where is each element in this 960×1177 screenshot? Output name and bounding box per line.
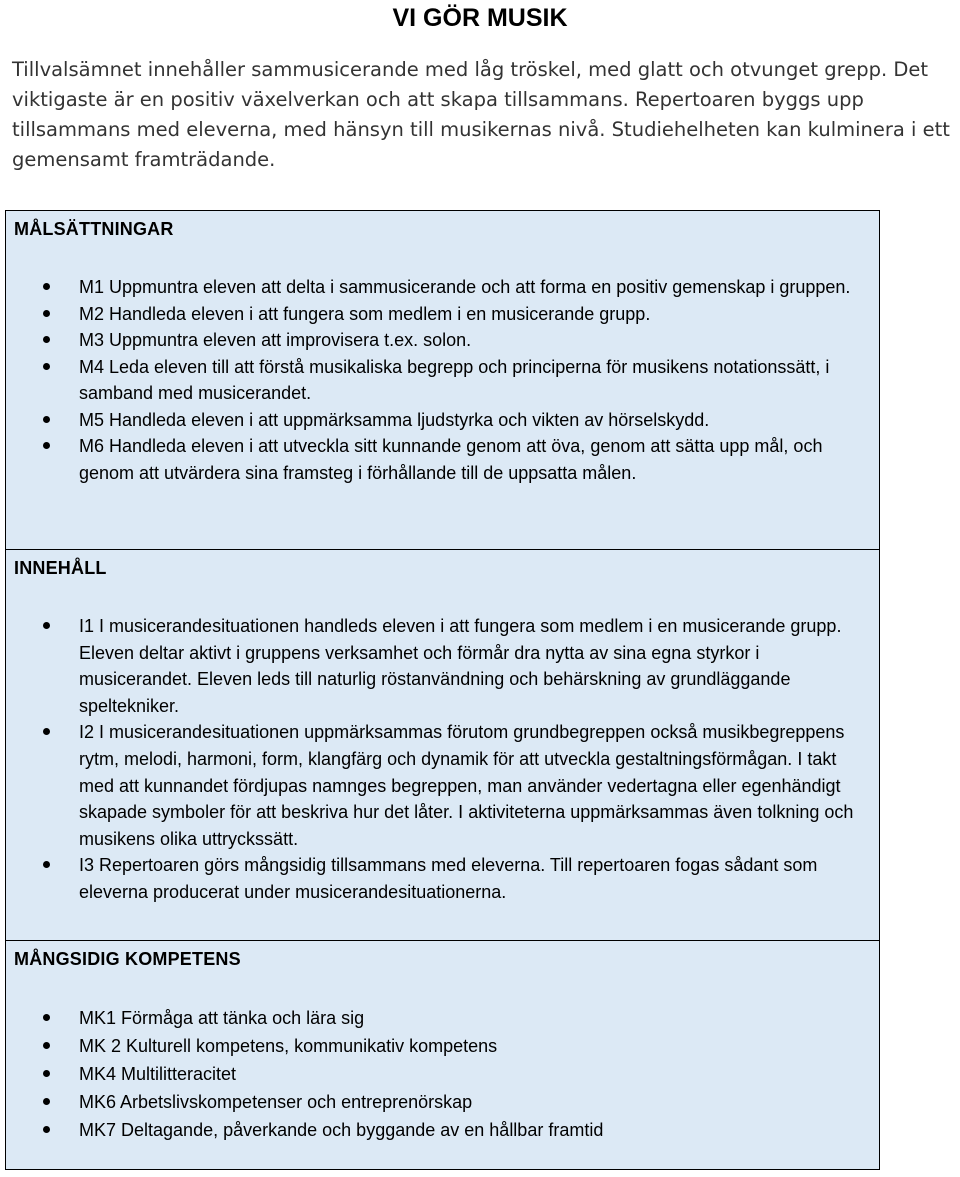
bullet-icon [43, 1126, 50, 1133]
list-item [6, 354, 879, 407]
bullet-icon [43, 1098, 50, 1105]
goal-list [6, 274, 879, 486]
list-item-text: M3 Uppmuntra eleven att improvisera t.ex. solon. [79, 330, 472, 350]
list-item-text: MK4 Multilitteracitet [79, 1064, 237, 1084]
bullet-icon [43, 336, 50, 343]
competence-list [6, 1004, 879, 1144]
list-item-text: M5 Handleda eleven i att uppmärksamma ljudstyrka och vikten av hörselskydd. [79, 409, 710, 430]
list-item [6, 274, 879, 301]
list-item [6, 1060, 879, 1088]
section-heading: MÅNGSIDIG KOMPETENS [14, 949, 241, 969]
list-item-text: MK 2 Kulturell kompetens, kommunikativ kompetens [79, 1036, 498, 1056]
list-item-text: I1 I musicerandesituationen handleds eleven i att fungera som medlem i en musicerande grupp. Eleven deltar aktivt i gruppens verksamhet och förmår dra nytta av sina egna styrkor i musicerandet. Eleven leds till naturlig röstanvändning och behärskning av grundläggande speltekniker. [79, 616, 842, 716]
list-item [6, 852, 879, 905]
list-item [6, 301, 879, 328]
list-item-text: I3 Repertoaren görs mångsidig tillsammans med eleverna. Till repertoaren fogas sådant som eleverna producerat under musicerandesituationerna. [79, 855, 818, 902]
bullet-icon [43, 310, 50, 317]
list-item-text: MK6 Arbetslivskompetenser och entreprenörskap [79, 1092, 473, 1112]
bullet-icon [43, 1070, 50, 1077]
bullet-icon [43, 1014, 50, 1021]
section-heading: MÅLSÄTTNINGAR [14, 219, 174, 239]
list-item-text: M1 Uppmuntra eleven att delta i sammusicerande och att forma en positiv gemenskap i gruppen. [79, 277, 851, 297]
list-item [6, 1004, 879, 1032]
list-item [6, 1032, 879, 1060]
list-item-text: MK1 Förmåga att tänka och lära sig [79, 1008, 365, 1028]
list-item-text: MK7 Deltagande, påverkande och byggande av en hållbar framtid [79, 1120, 604, 1140]
list-item [6, 1088, 879, 1116]
list-item [6, 1116, 879, 1144]
bullet-icon [43, 283, 50, 290]
section-mangsidig-kompetens [6, 941, 879, 1169]
bullet-icon [43, 622, 50, 629]
bullet-icon [43, 416, 50, 423]
list-item-text: M2 Handleda eleven i att fungera som medlem i en musicerande grupp. [79, 303, 651, 324]
page-title: VI GÖR MUSIK [392, 4, 568, 32]
bullet-icon [43, 442, 50, 449]
list-item [6, 327, 879, 354]
curriculum-table [5, 210, 880, 1170]
content-list [6, 613, 879, 906]
list-item [6, 613, 879, 719]
bullet-icon [43, 728, 50, 735]
list-item-text: I2 I musicerandesituationen uppmärksammas förutom grundbegreppen också musikbegreppens rytm, melodi, harmoni, form, klangfärg och dynamik för att utveckla gestaltningsförmågan. I takt med att kunnandet fördjupas namnges begreppen, man använder vedertagna eller egenhändigt skapade symboler för att beskriva hur det låter. I aktiviteterna uppmärksammas även tolkning och musikens olika uttryckssätt. [79, 722, 854, 849]
list-item-text: M4 Leda eleven till att förstå musikaliska begrepp och principerna för musikens notationssätt, i samband med musicerandet. [79, 356, 830, 403]
list-item [6, 433, 879, 486]
intro-paragraph: Tillvalsämnet innehåller sammusicerande med låg tröskel, med glatt och otvunget grepp. Det viktigaste är en positiv växelverkan och att skapa tillsammans. Repertoaren byggs upp tillsammans med eleverna, med hänsyn till musikernas nivå. Studiehelheten kan kulminera i ett gemensamt framträdande. [12, 58, 950, 171]
list-item [6, 719, 879, 852]
bullet-icon [43, 1042, 50, 1049]
list-item [6, 407, 879, 434]
section-innehall [6, 550, 879, 941]
list-item-text: M6 Handleda eleven i att utveckla sitt kunnande genom att öva, genom att sätta upp mål, och genom att utvärdera sina framsteg i förhållande till de uppsatta målen. [79, 436, 823, 483]
section-heading: INNEHÅLL [14, 558, 107, 578]
section-malsattningar [6, 211, 879, 550]
bullet-icon [43, 363, 50, 370]
bullet-icon [43, 861, 50, 868]
